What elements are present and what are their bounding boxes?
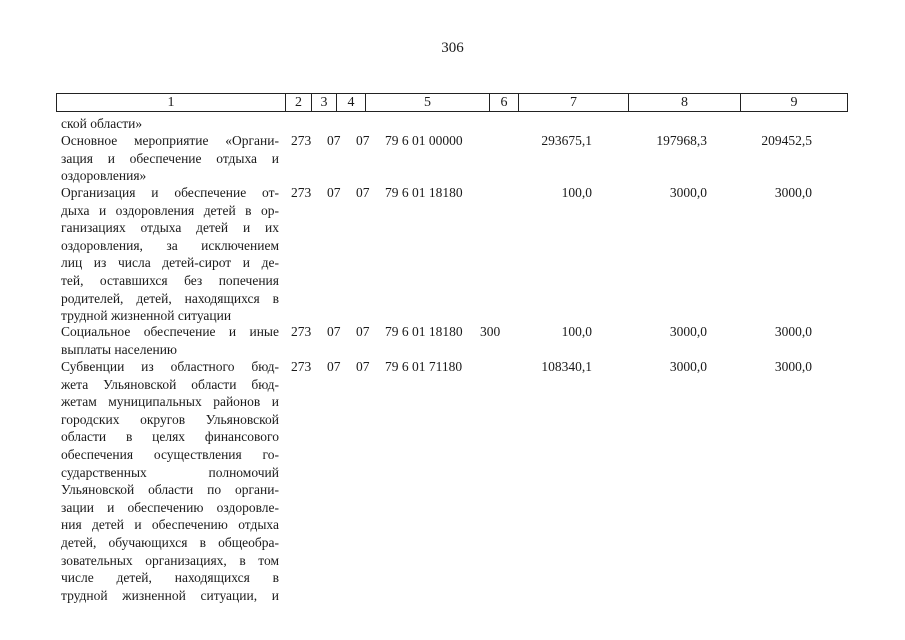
header-col-3: 3 — [312, 94, 337, 112]
description-line: ганизациях отдыха детей и их — [61, 220, 279, 236]
row-3-amount-7: 108340,1 — [541, 359, 592, 374]
description-line: сударственных полномочий — [61, 464, 279, 480]
row-3-item-code: 07 — [356, 359, 370, 374]
row-1-description — [61, 184, 279, 325]
row-3-amount-8: 3000,0 — [669, 359, 707, 374]
header-col-4: 4 — [337, 94, 366, 112]
description-line: трудной жизненной ситуации, и — [61, 587, 279, 603]
description-line: области в целях финансового — [61, 429, 279, 445]
description-line: зовательных организациях, в том — [61, 552, 279, 568]
row-0-amount-8: 197968,3 — [656, 133, 707, 148]
continuation-text — [61, 115, 279, 133]
row-0-subsection-code: 07 — [327, 133, 341, 148]
row-0-amount-9: 209452,5 — [761, 133, 812, 148]
header-col-1: 1 — [57, 94, 286, 112]
description-line: дыха и оздоровления детей в ор- — [61, 202, 279, 218]
row-3-section-code: 273 — [291, 359, 312, 374]
description-line: родителей, детей, находящихся в — [61, 290, 279, 306]
row-0-item-code: 07 — [356, 133, 370, 148]
header-col-7: 7 — [519, 94, 629, 112]
description-line: детей, обучающихся в общеобра- — [61, 534, 279, 550]
description-line: Субвенции из областного бюд- — [61, 359, 279, 374]
header-col-2: 2 — [286, 94, 312, 112]
continuation-line: ской области» — [61, 116, 143, 131]
row-1-amount-9: 3000,0 — [774, 185, 812, 200]
row-1-target-code: 79 6 01 18180 — [385, 185, 463, 200]
description-line: ния детей и обеспечению отдыха — [61, 517, 279, 533]
description-line: городских округов Ульяновской — [61, 411, 279, 427]
row-2-target-code: 79 6 01 18180 — [385, 324, 463, 339]
row-2-amount-9: 3000,0 — [774, 324, 812, 339]
description-line: обеспечения осуществления го- — [61, 446, 279, 462]
row-2-amount-7: 100,0 — [561, 324, 592, 339]
row-0-target-code: 79 6 01 00000 — [385, 133, 463, 148]
description-line: оздоровления, за исключением — [61, 237, 279, 253]
description-line: числе детей, находящихся в — [61, 570, 279, 586]
header-col-6: 6 — [490, 94, 519, 112]
row-0-description — [61, 132, 279, 185]
description-line: Социальное обеспечение и иные — [61, 324, 279, 339]
header-col-5: 5 — [366, 94, 490, 112]
description-line: Ульяновской области по органи- — [61, 482, 279, 498]
row-2-amount-8: 3000,0 — [669, 324, 707, 339]
row-2-expense-type: 300 — [480, 324, 501, 339]
description-line: зации и обеспечению оздоровле- — [61, 499, 279, 515]
row-2-section-code: 273 — [291, 324, 312, 339]
row-2-item-code: 07 — [356, 324, 370, 339]
row-1-amount-8: 3000,0 — [669, 185, 707, 200]
row-0-section-code: 273 — [291, 133, 312, 148]
description-line: жетам муниципальных районов и — [61, 394, 279, 410]
description-line: выплаты населению — [61, 341, 178, 357]
description-line: тей, оставшихся без попечения — [61, 272, 279, 288]
row-3-subsection-code: 07 — [327, 359, 341, 374]
description-line: Основное мероприятие «Органи- — [61, 133, 279, 148]
row-1-item-code: 07 — [356, 185, 370, 200]
table-header — [56, 93, 848, 112]
description-line: жета Ульяновской области бюд- — [61, 376, 279, 392]
row-3-target-code: 79 6 01 71180 — [385, 359, 463, 374]
row-1-subsection-code: 07 — [327, 185, 341, 200]
description-line: зация и обеспечение отдыха и — [61, 150, 279, 166]
page-number: 306 — [441, 40, 464, 56]
row-1-section-code: 273 — [291, 185, 312, 200]
description-line: оздоровления» — [61, 168, 147, 184]
row-2-description — [61, 323, 279, 358]
row-0-amount-7: 293675,1 — [541, 133, 592, 148]
description-line: лиц из числа детей-сирот и де- — [61, 255, 279, 271]
row-1-amount-7: 100,0 — [561, 185, 592, 200]
header-col-8: 8 — [629, 94, 741, 112]
description-line: трудной жизненной ситуации — [61, 308, 232, 324]
row-3-description — [61, 358, 279, 604]
description-line: Организация и обеспечение от- — [61, 185, 279, 200]
header-col-9: 9 — [741, 94, 848, 112]
row-3-amount-9: 3000,0 — [774, 359, 812, 374]
row-2-subsection-code: 07 — [327, 324, 341, 339]
